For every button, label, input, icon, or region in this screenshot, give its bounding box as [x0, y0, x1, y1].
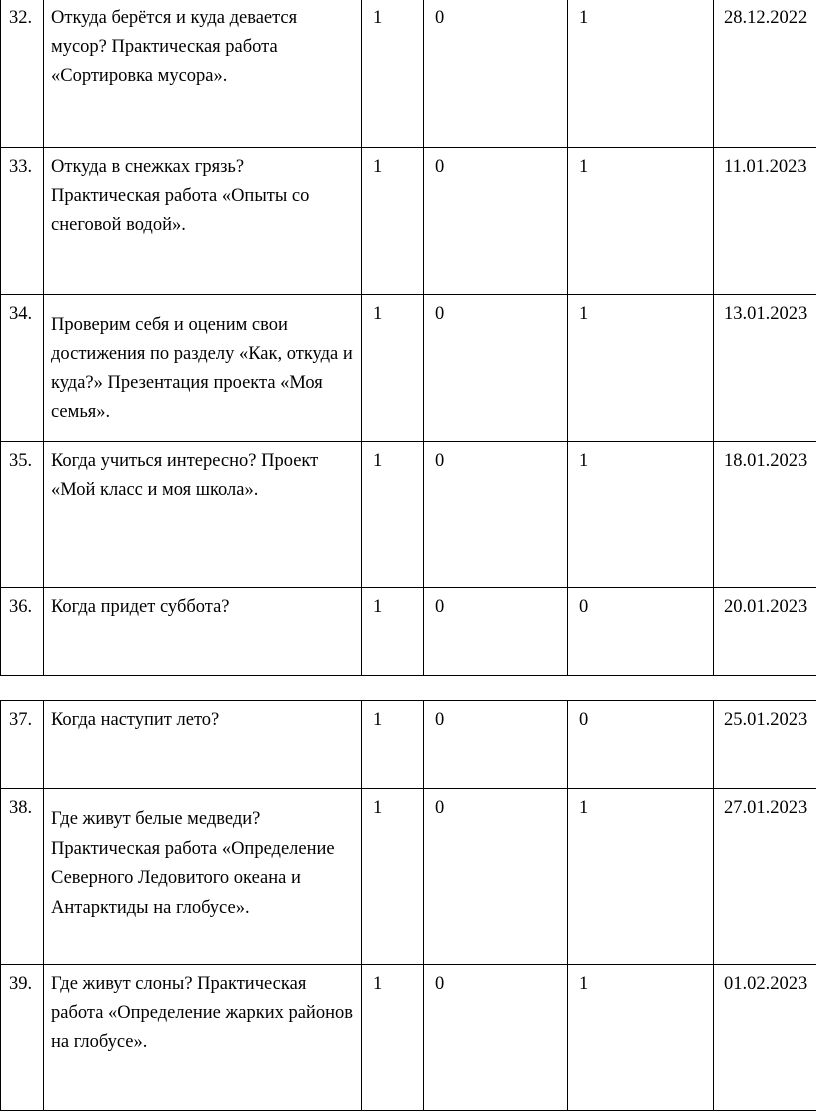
hours-total-cell	[362, 0, 424, 148]
hours-control: 0	[435, 974, 445, 994]
hours-practice-cell	[568, 789, 714, 965]
hours-control-cell	[424, 789, 568, 965]
hours-practice-cell	[568, 0, 714, 148]
topic-cell	[44, 295, 362, 442]
row-number-cell	[1, 0, 44, 148]
hours-practice-cell	[568, 965, 714, 1111]
hours-practice-cell	[568, 295, 714, 442]
hours-total: 1	[373, 451, 383, 471]
row-number-cell	[1, 789, 44, 965]
hours-practice: 1	[579, 451, 589, 471]
lesson-topic: Где живут белые медведи? Практическая работа «Определение Северного Ледовитого океана и Антарктиды на глобусе».	[51, 809, 335, 918]
hours-control: 0	[435, 798, 445, 818]
topic-cell	[44, 965, 362, 1111]
lesson-topic: Откуда в снежках грязь? Практическая работа «Опыты со снеговой водой».	[51, 157, 310, 235]
hours-total-cell	[362, 965, 424, 1111]
lesson-date: 20.01.2023	[724, 597, 808, 617]
row-number: 33.	[9, 157, 33, 177]
date-cell	[714, 0, 816, 148]
lesson-topic: Откуда берётся и куда девается мусор? Практическая работа «Сортировка мусора».	[51, 8, 298, 86]
hours-practice: 1	[579, 798, 589, 818]
row-number: 37.	[9, 710, 33, 730]
hours-control: 0	[435, 157, 445, 177]
hours-control-cell	[424, 965, 568, 1111]
hours-control-cell	[424, 295, 568, 442]
hours-practice: 1	[579, 157, 589, 177]
hours-total-cell	[362, 701, 424, 789]
row-number-cell	[1, 965, 44, 1111]
row-number: 39.	[9, 974, 33, 994]
row-number: 32.	[9, 8, 33, 28]
hours-total: 1	[373, 8, 383, 28]
date-cell	[714, 295, 816, 442]
lesson-date: 11.01.2023	[724, 157, 807, 177]
hours-practice: 1	[579, 974, 589, 994]
topic-cell	[44, 789, 362, 965]
lesson-date: 25.01.2023	[724, 710, 808, 730]
topic-cell	[44, 148, 362, 295]
hours-control-cell	[424, 442, 568, 588]
row-number-cell	[1, 588, 44, 676]
table-row	[1, 0, 816, 148]
date-cell	[714, 148, 816, 295]
row-number: 36.	[9, 597, 33, 617]
lesson-topic: Когда наступит лето?	[51, 710, 220, 730]
lesson-topic: Когда придет суббота?	[51, 597, 230, 617]
hours-practice: 0	[579, 710, 589, 730]
topic-cell	[44, 701, 362, 789]
date-cell	[714, 588, 816, 676]
hours-total: 1	[373, 974, 383, 994]
hours-total-cell	[362, 148, 424, 295]
hours-total: 1	[373, 597, 383, 617]
table-row	[1, 789, 816, 965]
row-number: 34.	[9, 304, 33, 324]
topic-cell	[44, 588, 362, 676]
date-cell	[714, 965, 816, 1111]
hours-control-cell	[424, 588, 568, 676]
table-row	[1, 295, 816, 442]
table-row	[1, 701, 816, 789]
hours-practice-cell	[568, 701, 714, 789]
table-row	[1, 588, 816, 676]
hours-total-cell	[362, 789, 424, 965]
lesson-plan-table-part2	[0, 700, 816, 1111]
hours-total-cell	[362, 295, 424, 442]
date-cell	[714, 701, 816, 789]
hours-total: 1	[373, 710, 383, 730]
hours-control: 0	[435, 451, 445, 471]
lesson-date: 28.12.2022	[724, 8, 808, 28]
hours-practice-cell	[568, 442, 714, 588]
hours-control: 0	[435, 710, 445, 730]
row-number-cell	[1, 295, 44, 442]
table-row	[1, 965, 816, 1111]
hours-practice: 1	[579, 304, 589, 324]
date-cell	[714, 789, 816, 965]
hours-total: 1	[373, 798, 383, 818]
table-row	[1, 148, 816, 295]
lesson-date: 13.01.2023	[724, 304, 808, 324]
lesson-date: 27.01.2023	[724, 798, 808, 818]
lesson-topic: Где живут слоны? Практическая работа «Определение жарких районов на глобусе».	[51, 974, 353, 1052]
hours-practice-cell	[568, 148, 714, 295]
lesson-topic: Когда учиться интересно? Проект «Мой класс и моя школа».	[51, 451, 319, 500]
date-cell	[714, 442, 816, 588]
topic-cell	[44, 442, 362, 588]
hours-control-cell	[424, 148, 568, 295]
row-number: 38.	[9, 798, 33, 818]
row-number: 35.	[9, 451, 33, 471]
hours-practice-cell	[568, 588, 714, 676]
hours-control-cell	[424, 701, 568, 789]
topic-cell	[44, 0, 362, 148]
hours-practice: 1	[579, 8, 589, 28]
hours-control: 0	[435, 8, 445, 28]
hours-practice: 0	[579, 597, 589, 617]
hours-control: 0	[435, 597, 445, 617]
row-number-cell	[1, 148, 44, 295]
hours-control-cell	[424, 0, 568, 148]
row-number-cell	[1, 442, 44, 588]
hours-total: 1	[373, 157, 383, 177]
hours-total: 1	[373, 304, 383, 324]
row-number-cell	[1, 701, 44, 789]
lesson-date: 01.02.2023	[724, 974, 808, 994]
lesson-date: 18.01.2023	[724, 451, 808, 471]
hours-control: 0	[435, 304, 445, 324]
table-row	[1, 442, 816, 588]
hours-total-cell	[362, 588, 424, 676]
lesson-topic: Проверим себя и оценим свои достижения по разделу «Как, откуда и куда?» Презентация проекта «Моя семья».	[51, 315, 353, 422]
hours-total-cell	[362, 442, 424, 588]
